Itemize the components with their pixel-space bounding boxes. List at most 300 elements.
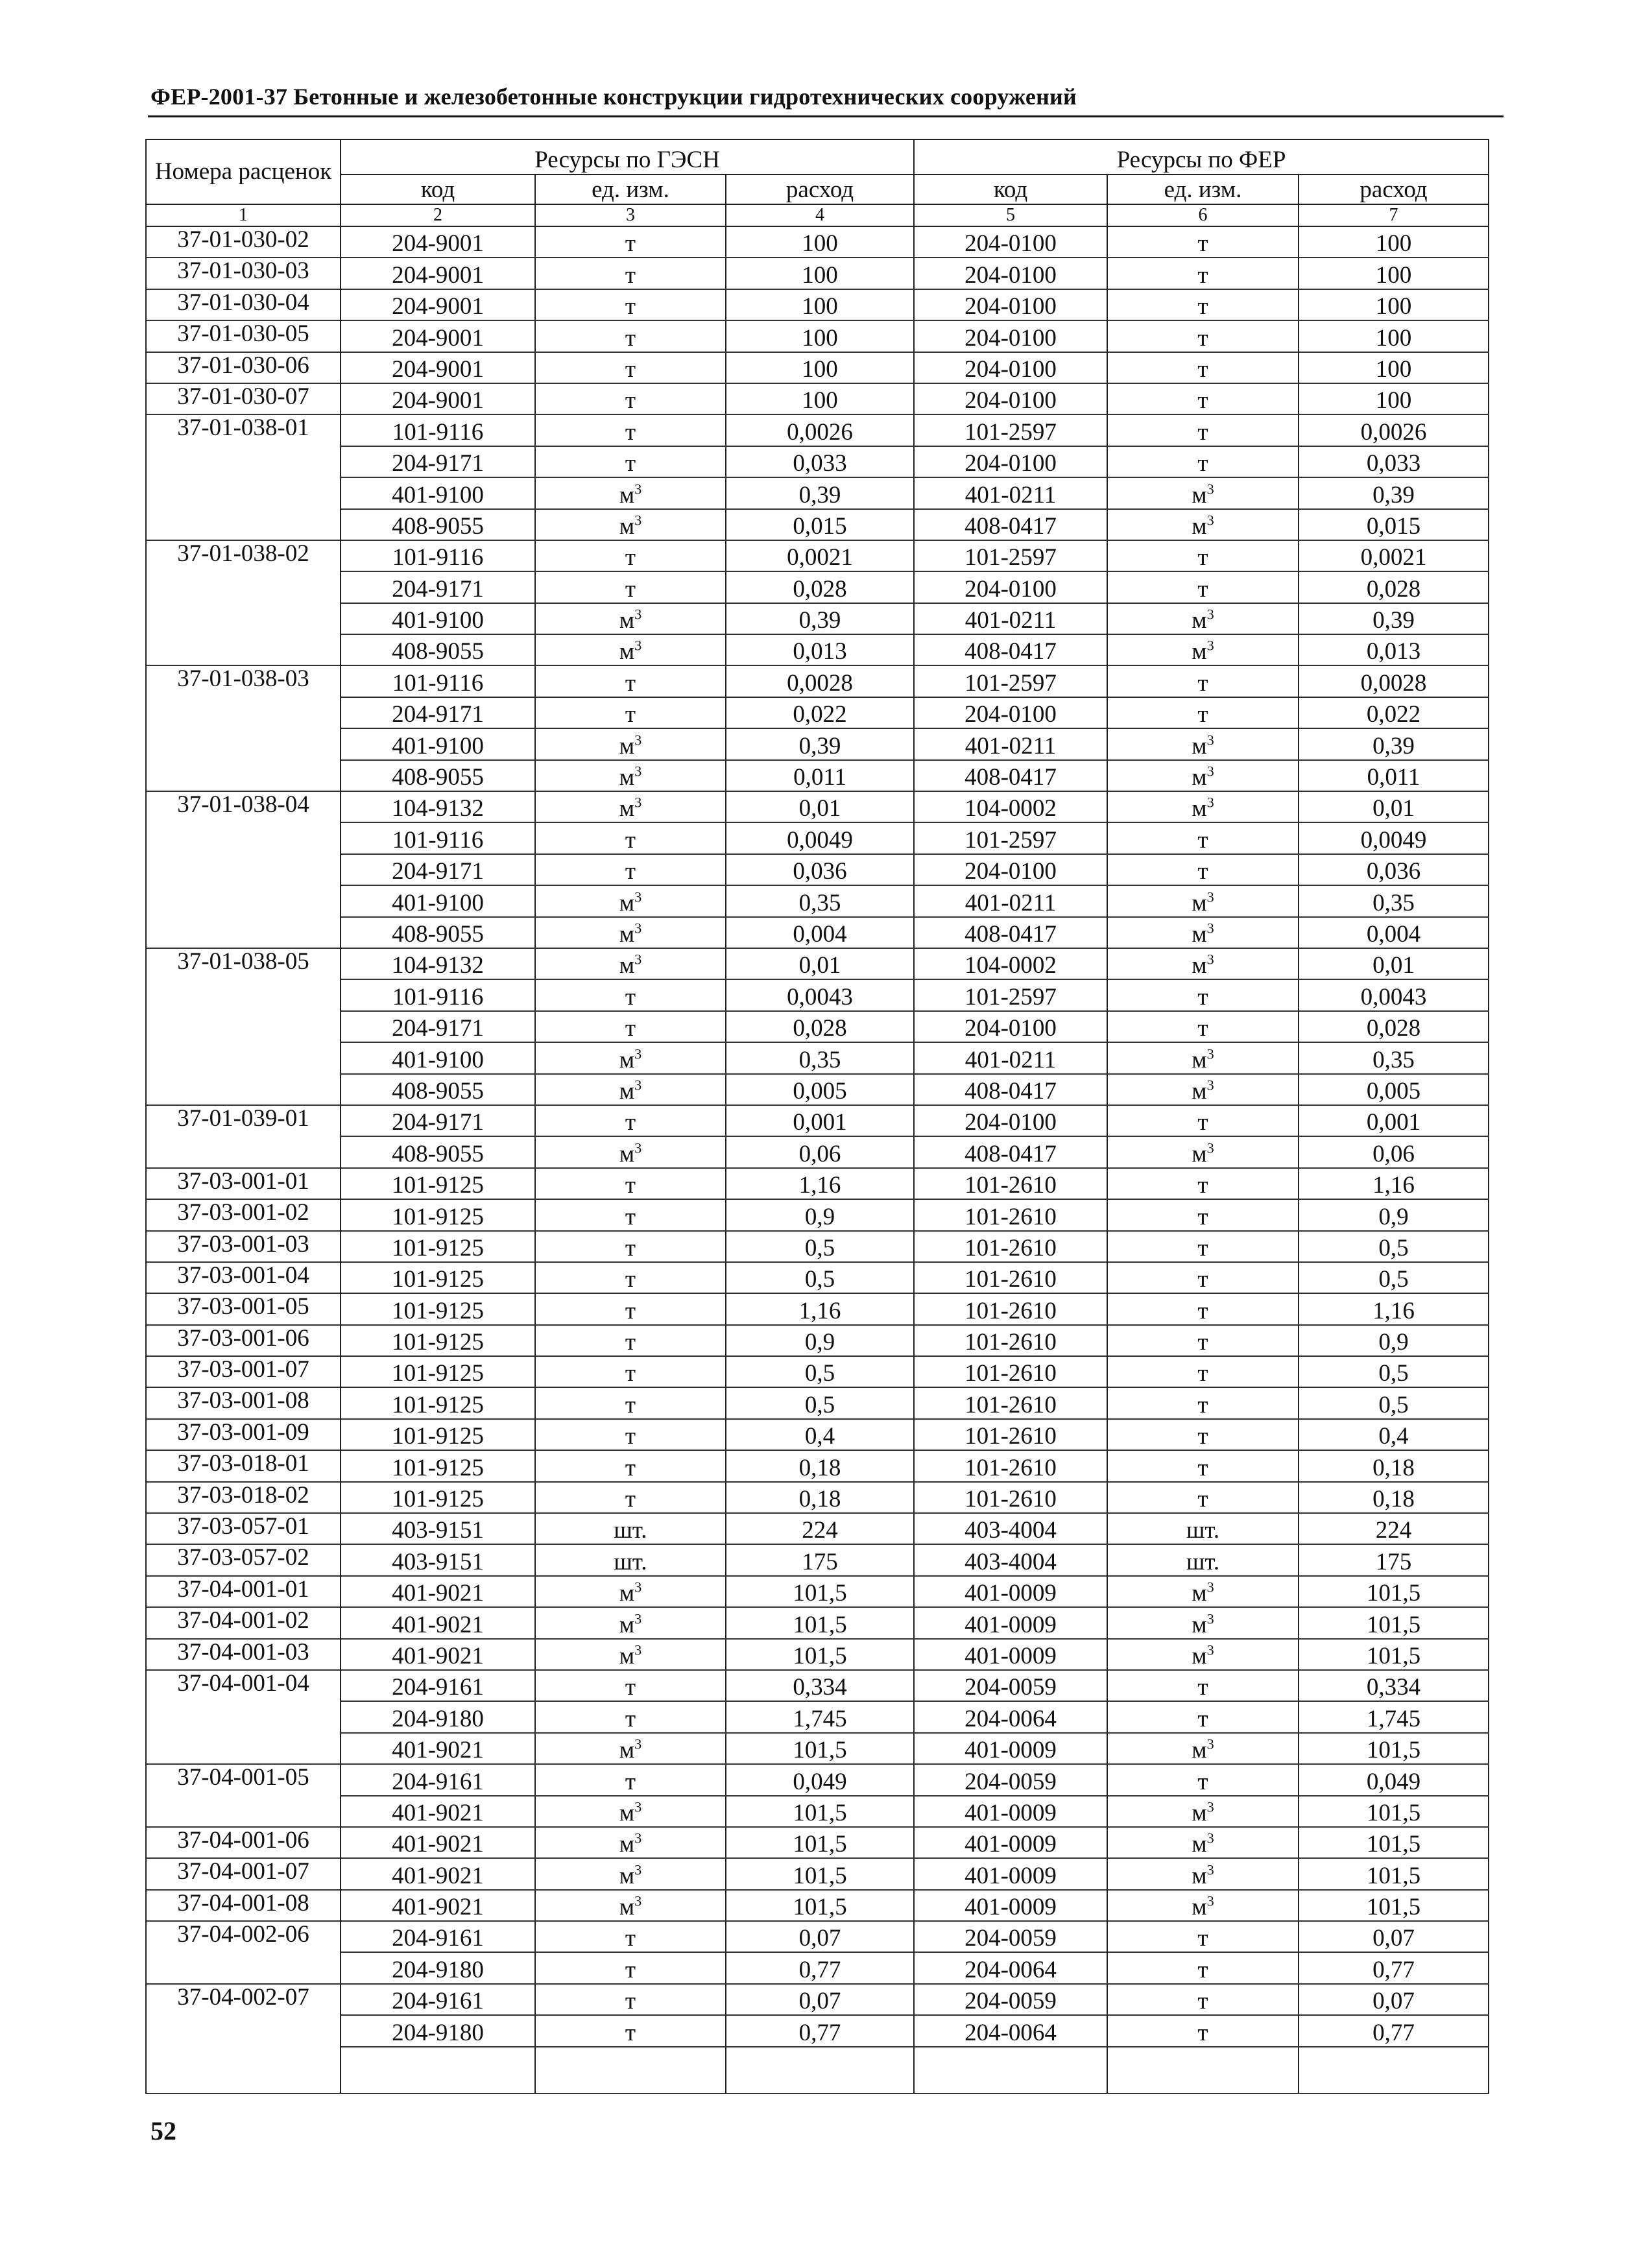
unit-exponent: 3 [1206, 1045, 1214, 1062]
table-row [146, 665, 1489, 697]
cell-gesn-consumption: 0,0021 [726, 540, 914, 571]
cell-gesn-unit: т [535, 320, 726, 352]
cell-fer-unit: $м^3$ [1107, 948, 1299, 979]
cell-gesn-consumption: 224 [726, 1513, 914, 1544]
cell-gesn-unit: т [535, 289, 726, 320]
cell-fer-code: 101-2597 [914, 540, 1107, 571]
cell-gesn-consumption: 0,9 [726, 1199, 914, 1230]
column-number: 7 [1299, 204, 1489, 226]
cell-rate-number: 37-03-001-07 [146, 1356, 341, 1387]
cell-rate-number: 37-01-030-03 [146, 257, 341, 289]
cell-gesn-code: 101-9125 [341, 1262, 535, 1293]
unit-exponent: 3 [1206, 732, 1214, 748]
unit-exponent: 3 [1206, 1798, 1214, 1815]
cell-gesn-consumption: 1,16 [726, 1293, 914, 1324]
cell-fer-consumption: 0,4 [1299, 1419, 1489, 1450]
cell-fer-unit: т [1107, 446, 1299, 477]
cell-fer-unit: $м^3$ [1107, 917, 1299, 948]
cell-fer-code: 401-0211 [914, 1042, 1107, 1073]
cell-rate-number [146, 1796, 341, 1827]
table-row [146, 383, 1489, 414]
cell-fer-consumption: 101,5 [1299, 1733, 1489, 1764]
cell-gesn-code: 204-9171 [341, 854, 535, 885]
cell-fer-unit: т [1107, 1764, 1299, 1795]
cell-fer-code: 401-0211 [914, 885, 1107, 916]
table-row [146, 1827, 1489, 1858]
cell-gesn-unit: т [535, 1482, 726, 1513]
unit-exponent: 3 [1206, 951, 1214, 968]
cell-rate-number: 37-03-057-02 [146, 1544, 341, 1575]
cell-gesn-code: 401-9100 [341, 1042, 535, 1073]
table-row [146, 1701, 1489, 1732]
cell-rate-number: 37-01-038-05 [146, 948, 341, 979]
table-head [146, 139, 1489, 226]
unit-exponent: 3 [1206, 794, 1214, 811]
cell-gesn-consumption: 0,07 [726, 1984, 914, 2015]
table-row [146, 885, 1489, 916]
cell-fer-consumption: 0,0021 [1299, 540, 1489, 571]
cell-fer-unit: $м^3$ [1107, 1639, 1299, 1670]
cell-gesn-consumption: 0,07 [726, 1921, 914, 1952]
cell-rate-number [146, 760, 341, 791]
column-number: 4 [726, 204, 914, 226]
cell-fer-consumption: 100 [1299, 320, 1489, 352]
cell-fer-consumption: 0,005 [1299, 1074, 1489, 1105]
cell-gesn-code: 101-9125 [341, 1325, 535, 1356]
cell-gesn-consumption: 0,0026 [726, 414, 914, 446]
cell-gesn-unit: $м^3$ [535, 1136, 726, 1167]
cell-rate-number: 37-04-002-07 [146, 1984, 341, 2015]
cell-gesn-code: 204-9171 [341, 1011, 535, 1042]
cell-gesn-code: 101-9125 [341, 1387, 535, 1418]
cell-fer-code: 401-0009 [914, 1796, 1107, 1827]
table-row [146, 1544, 1489, 1575]
cell-gesn-consumption: 0,01 [726, 791, 914, 822]
cell-gesn-consumption: 101,5 [726, 1858, 914, 1889]
cell-fer-code: 101-2610 [914, 1356, 1107, 1387]
cell-fer-consumption: 0,0028 [1299, 665, 1489, 697]
cell-gesn-code: 101-9125 [341, 1356, 535, 1387]
cell-fer-consumption: 0,5 [1299, 1387, 1489, 1418]
header-gesn-code: код [341, 174, 535, 204]
cell-fer-code: 401-0211 [914, 603, 1107, 634]
unit-exponent: 3 [1206, 1579, 1214, 1595]
cell-rate-number [146, 728, 341, 759]
cell-fer-unit: $м^3$ [1107, 760, 1299, 791]
cell-gesn-unit: т [535, 1168, 726, 1199]
cell-rate-number: 37-03-018-01 [146, 1450, 341, 1481]
cell-gesn-unit: т [535, 1199, 726, 1230]
cell-gesn-consumption: 0,77 [726, 2015, 914, 2046]
cell-fer-consumption: 0,07 [1299, 1921, 1489, 1952]
cell-fer-consumption: 0,18 [1299, 1482, 1489, 1513]
cell-fer-unit: т [1107, 414, 1299, 446]
cell-gesn-consumption: 101,5 [726, 1607, 914, 1638]
cell-fer-unit: т [1107, 383, 1299, 414]
cell-gesn-code: 204-9001 [341, 226, 535, 257]
cell-fer-consumption: 0,07 [1299, 1984, 1489, 2015]
table-row [146, 1199, 1489, 1230]
cell-rate-number [146, 854, 341, 885]
cell-fer-code: 204-0100 [914, 352, 1107, 383]
cell-rate-number: 37-04-001-05 [146, 1764, 341, 1795]
cell-fer-consumption: 0,334 [1299, 1670, 1489, 1701]
cell-rate-number: 37-04-001-01 [146, 1576, 341, 1607]
table-row [146, 2015, 1489, 2046]
cell-gesn-code: 401-9021 [341, 1890, 535, 1921]
unit-exponent: 3 [634, 512, 642, 529]
table-row [146, 352, 1489, 383]
cell-gesn-consumption: 0,39 [726, 603, 914, 634]
cell-fer-consumption: 0,06 [1299, 1136, 1489, 1167]
column-number: 2 [341, 204, 535, 226]
cell-fer-code: 401-0009 [914, 1576, 1107, 1607]
cell-rate-number: 37-04-001-03 [146, 1639, 341, 1670]
cell-fer-unit: $м^3$ [1107, 1827, 1299, 1858]
cell-rate-number: 37-03-001-02 [146, 1199, 341, 1230]
cell-gesn-unit: т [535, 1262, 726, 1293]
cell-fer-code: 401-0009 [914, 1733, 1107, 1764]
cell-rate-number: 37-01-030-07 [146, 383, 341, 414]
table-row [146, 1042, 1489, 1073]
table-row [146, 1136, 1489, 1167]
cell-fer-consumption: 0,028 [1299, 571, 1489, 603]
cell-gesn-consumption: 0,18 [726, 1450, 914, 1481]
cell-fer-consumption: 0,01 [1299, 791, 1489, 822]
unit-exponent: 3 [634, 1140, 642, 1156]
cell-gesn-code: 101-9116 [341, 540, 535, 571]
cell-gesn-code: 101-9125 [341, 1482, 535, 1513]
cell-fer-code: 204-0059 [914, 1921, 1107, 1952]
header-fer-resources: Ресурсы по ФЕР [914, 139, 1489, 174]
cell-gesn-code: 401-9021 [341, 1733, 535, 1764]
cell-gesn-code: 401-9021 [341, 1576, 535, 1607]
cell-fer-unit: т [1107, 2015, 1299, 2046]
cell-gesn-consumption: 0,015 [726, 509, 914, 540]
cell-fer-unit: $м^3$ [1107, 1890, 1299, 1921]
empty-cell [535, 2047, 726, 2094]
cell-fer-consumption: 0,39 [1299, 603, 1489, 634]
cell-gesn-unit: т [535, 1921, 726, 1952]
unit-exponent: 3 [634, 1641, 642, 1658]
cell-fer-code: 204-0059 [914, 1764, 1107, 1795]
cell-gesn-consumption: 0,06 [726, 1136, 914, 1167]
column-number: 3 [535, 204, 726, 226]
cell-gesn-unit: т [535, 257, 726, 289]
cell-fer-code: 408-0417 [914, 1136, 1107, 1167]
cell-gesn-consumption: 0,0043 [726, 979, 914, 1010]
table-row [146, 822, 1489, 853]
cell-gesn-consumption: 0,011 [726, 760, 914, 791]
cell-fer-consumption: 0,77 [1299, 2015, 1489, 2046]
cell-fer-code: 204-0059 [914, 1670, 1107, 1701]
table-row [146, 1796, 1489, 1827]
table-row [146, 760, 1489, 791]
cell-gesn-unit: $м^3$ [535, 728, 726, 759]
cell-fer-consumption: 101,5 [1299, 1576, 1489, 1607]
cell-rate-number: 37-04-001-06 [146, 1827, 341, 1858]
cell-fer-code: 401-0009 [914, 1858, 1107, 1889]
unit-exponent: 3 [634, 920, 642, 937]
cell-gesn-consumption: 0,028 [726, 1011, 914, 1042]
cell-rate-number: 37-03-018-02 [146, 1482, 341, 1513]
cell-rate-number: 37-04-001-08 [146, 1890, 341, 1921]
cell-fer-unit: $м^3$ [1107, 603, 1299, 634]
cell-fer-code: 204-0100 [914, 1105, 1107, 1136]
cell-rate-number: 37-04-002-06 [146, 1921, 341, 1952]
table-row [146, 257, 1489, 289]
cell-gesn-consumption: 0,5 [726, 1356, 914, 1387]
cell-gesn-code: 401-9021 [341, 1827, 535, 1858]
cell-gesn-unit: т [535, 854, 726, 885]
cell-gesn-unit: т [535, 1952, 726, 1983]
cell-rate-number [146, 885, 341, 916]
cell-rate-number [146, 603, 341, 634]
cell-fer-code: 204-0100 [914, 226, 1107, 257]
cell-rate-number: 37-01-039-01 [146, 1105, 341, 1136]
cell-gesn-code: 101-9116 [341, 414, 535, 446]
empty-cell [914, 2047, 1107, 2094]
unit-exponent: 3 [1206, 481, 1214, 497]
table-row [146, 320, 1489, 352]
unit-exponent: 3 [634, 1798, 642, 1815]
cell-fer-code: 401-0009 [914, 1607, 1107, 1638]
unit-exponent: 3 [1206, 638, 1214, 654]
unit-exponent: 3 [634, 1579, 642, 1595]
cell-fer-code: 101-2610 [914, 1293, 1107, 1324]
cell-fer-consumption: 1,16 [1299, 1168, 1489, 1199]
cell-gesn-consumption: 0,004 [726, 917, 914, 948]
cell-gesn-code: 204-9180 [341, 1952, 535, 1983]
table-row [146, 697, 1489, 728]
unit-exponent: 3 [634, 1077, 642, 1093]
header-rule [148, 115, 1504, 117]
cell-rate-number [146, 697, 341, 728]
cell-gesn-code: 101-9125 [341, 1168, 535, 1199]
cell-gesn-code: 408-9055 [341, 760, 535, 791]
cell-rate-number: 37-04-001-04 [146, 1670, 341, 1701]
cell-gesn-code: 401-9100 [341, 728, 535, 759]
cell-fer-code: 408-0417 [914, 917, 1107, 948]
cell-fer-code: 204-0100 [914, 289, 1107, 320]
cell-gesn-code: 101-9116 [341, 979, 535, 1010]
cell-gesn-unit: т [535, 665, 726, 697]
cell-gesn-consumption: 101,5 [726, 1576, 914, 1607]
cell-rate-number: 37-01-038-02 [146, 540, 341, 571]
table-row [146, 1858, 1489, 1889]
unit-exponent: 3 [634, 1892, 642, 1909]
cell-gesn-consumption: 0,022 [726, 697, 914, 728]
cell-fer-unit: т [1107, 854, 1299, 885]
cell-fer-unit: т [1107, 289, 1299, 320]
unit-exponent: 3 [634, 1736, 642, 1752]
cell-fer-unit: $м^3$ [1107, 728, 1299, 759]
cell-gesn-consumption: 0,5 [726, 1387, 914, 1418]
cell-gesn-unit: $м^3$ [535, 634, 726, 665]
cell-fer-unit: т [1107, 979, 1299, 1010]
cell-gesn-unit: т [535, 822, 726, 853]
table-filler-row [146, 2047, 1489, 2094]
cell-fer-consumption: 0,036 [1299, 854, 1489, 885]
unit-exponent: 3 [634, 732, 642, 748]
cell-fer-unit: т [1107, 1199, 1299, 1230]
cell-gesn-consumption: 0,5 [726, 1231, 914, 1262]
cell-fer-unit: т [1107, 226, 1299, 257]
cell-gesn-code: 403-9151 [341, 1513, 535, 1544]
cell-gesn-code: 204-9001 [341, 352, 535, 383]
cell-fer-unit: т [1107, 1293, 1299, 1324]
table-row [146, 1890, 1489, 1921]
table-row [146, 603, 1489, 634]
cell-fer-unit: $м^3$ [1107, 509, 1299, 540]
cell-fer-code: 101-2610 [914, 1387, 1107, 1418]
cell-rate-number: 37-01-038-03 [146, 665, 341, 697]
cell-rate-number [146, 1136, 341, 1167]
cell-rate-number: 37-03-001-06 [146, 1325, 341, 1356]
cell-gesn-unit: т [535, 414, 726, 446]
cell-fer-code: 101-2610 [914, 1419, 1107, 1450]
cell-gesn-code: 104-9132 [341, 791, 535, 822]
unit-exponent: 3 [634, 638, 642, 654]
table-row [146, 540, 1489, 571]
table-row [146, 1356, 1489, 1387]
unit-exponent: 3 [634, 1045, 642, 1062]
cell-fer-unit: т [1107, 1231, 1299, 1262]
cell-gesn-code: 204-9171 [341, 1105, 535, 1136]
cell-gesn-unit: т [535, 1670, 726, 1701]
cell-rate-number [146, 509, 341, 540]
cell-fer-unit: т [1107, 1168, 1299, 1199]
cell-fer-consumption: 0,013 [1299, 634, 1489, 665]
cell-gesn-code: 101-9116 [341, 665, 535, 697]
cell-fer-unit: т [1107, 1952, 1299, 1983]
table-row [146, 1419, 1489, 1450]
cell-fer-unit: т [1107, 1921, 1299, 1952]
unit-exponent: 3 [1206, 920, 1214, 937]
cell-fer-code: 101-2610 [914, 1450, 1107, 1481]
cell-gesn-unit: т [535, 226, 726, 257]
cell-fer-unit: $м^3$ [1107, 885, 1299, 916]
table-row [146, 1733, 1489, 1764]
table-row [146, 1639, 1489, 1670]
cell-gesn-consumption: 0,9 [726, 1325, 914, 1356]
cell-fer-consumption: 101,5 [1299, 1858, 1489, 1889]
cell-gesn-unit: т [535, 1984, 726, 2015]
table-row [146, 1325, 1489, 1356]
cell-gesn-code: 204-9171 [341, 571, 535, 603]
empty-cell [1107, 2047, 1299, 2094]
empty-cell [341, 2047, 535, 2094]
cell-gesn-unit: $м^3$ [535, 791, 726, 822]
cell-fer-code: 408-0417 [914, 1074, 1107, 1105]
cell-gesn-code: 204-9001 [341, 383, 535, 414]
cell-fer-unit: т [1107, 1482, 1299, 1513]
cell-fer-code: 204-0100 [914, 383, 1107, 414]
cell-fer-consumption: 0,0049 [1299, 822, 1489, 853]
table-row [146, 948, 1489, 979]
cell-gesn-code: 408-9055 [341, 1136, 535, 1167]
cell-fer-code: 401-0009 [914, 1890, 1107, 1921]
cell-gesn-unit: $м^3$ [535, 1827, 726, 1858]
cell-fer-consumption: 0,01 [1299, 948, 1489, 979]
cell-fer-code: 101-2610 [914, 1231, 1107, 1262]
cell-fer-unit: т [1107, 1387, 1299, 1418]
table-row [146, 446, 1489, 477]
unit-exponent: 3 [1206, 512, 1214, 529]
cell-gesn-consumption: 100 [726, 352, 914, 383]
cell-gesn-unit: $м^3$ [535, 885, 726, 916]
table-row [146, 509, 1489, 540]
cell-gesn-unit: т [535, 383, 726, 414]
cell-fer-consumption: 101,5 [1299, 1796, 1489, 1827]
cell-fer-code: 101-2597 [914, 414, 1107, 446]
cell-gesn-unit: т [535, 979, 726, 1010]
cell-fer-code: 403-4004 [914, 1544, 1107, 1575]
cell-gesn-unit: т [535, 352, 726, 383]
cell-fer-code: 101-2610 [914, 1325, 1107, 1356]
cell-gesn-unit: $м^3$ [535, 1576, 726, 1607]
cell-fer-code: 401-0009 [914, 1827, 1107, 1858]
cell-rate-number: 37-01-038-01 [146, 414, 341, 446]
cell-gesn-consumption: 100 [726, 383, 914, 414]
cell-fer-code: 204-0064 [914, 1952, 1107, 1983]
cell-fer-consumption: 1,16 [1299, 1293, 1489, 1324]
cell-fer-unit: т [1107, 697, 1299, 728]
cell-fer-code: 403-4004 [914, 1513, 1107, 1544]
cell-gesn-code: 204-9001 [341, 320, 535, 352]
unit-exponent: 3 [634, 1830, 642, 1846]
table-row [146, 1984, 1489, 2015]
cell-fer-unit: т [1107, 540, 1299, 571]
cell-gesn-consumption: 0,001 [726, 1105, 914, 1136]
table-row [146, 1513, 1489, 1544]
cell-fer-unit: т [1107, 665, 1299, 697]
cell-fer-consumption: 0,5 [1299, 1262, 1489, 1293]
cell-fer-code: 101-2597 [914, 665, 1107, 697]
cell-fer-code: 204-0100 [914, 446, 1107, 477]
empty-cell [726, 2047, 914, 2094]
unit-exponent: 3 [634, 951, 642, 968]
cell-gesn-unit: т [535, 571, 726, 603]
table-row [146, 979, 1489, 1010]
cell-fer-code: 204-0100 [914, 571, 1107, 603]
cell-gesn-consumption: 0,005 [726, 1074, 914, 1105]
cell-fer-consumption: 100 [1299, 352, 1489, 383]
cell-rate-number [146, 1733, 341, 1764]
cell-fer-unit: т [1107, 1450, 1299, 1481]
table-row [146, 1387, 1489, 1418]
cell-fer-unit: $м^3$ [1107, 477, 1299, 508]
cell-rate-number: 37-03-001-09 [146, 1419, 341, 1450]
cell-gesn-code: 101-9125 [341, 1293, 535, 1324]
cell-fer-consumption: 0,0026 [1299, 414, 1489, 446]
cell-gesn-code: 204-9180 [341, 2015, 535, 2046]
cell-gesn-code: 401-9021 [341, 1796, 535, 1827]
unit-exponent: 3 [1206, 1140, 1214, 1156]
cell-fer-code: 101-2610 [914, 1168, 1107, 1199]
cell-gesn-unit: т [535, 1450, 726, 1481]
unit-exponent: 3 [1206, 1861, 1214, 1878]
cell-fer-code: 401-0211 [914, 477, 1107, 508]
cell-rate-number [146, 822, 341, 853]
cell-gesn-unit: т [535, 1764, 726, 1795]
table-row [146, 1074, 1489, 1105]
cell-rate-number [146, 1074, 341, 1105]
cell-rate-number [146, 1011, 341, 1042]
cell-fer-consumption: 0,39 [1299, 477, 1489, 508]
cell-fer-code: 408-0417 [914, 509, 1107, 540]
cell-fer-consumption: 101,5 [1299, 1639, 1489, 1670]
